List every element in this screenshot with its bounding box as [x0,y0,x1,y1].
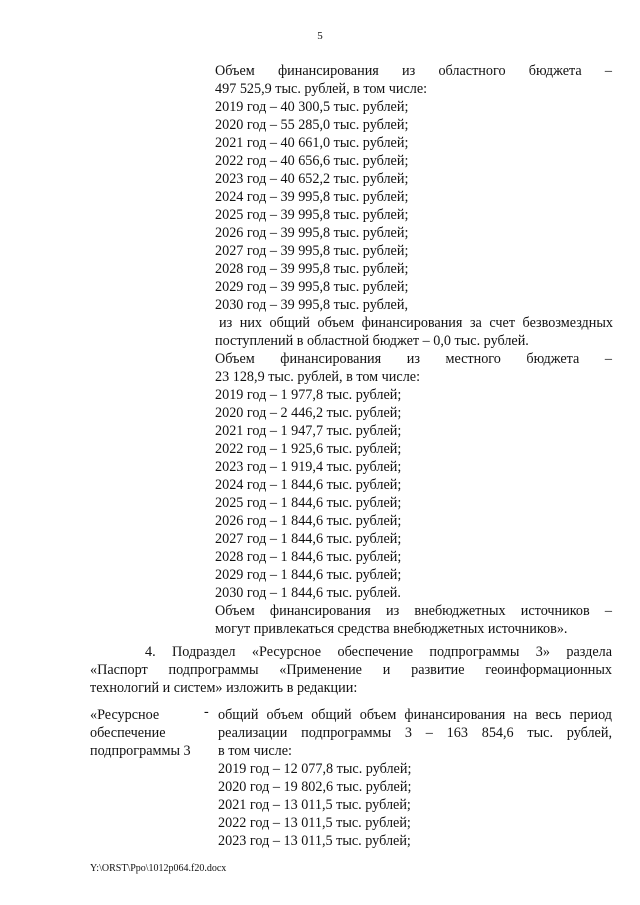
regional-year-2021: 2021 год – 40 661,0 тыс. рублей; [215,135,409,151]
local-year-2025: 2025 год – 1 844,6 тыс. рублей; [215,495,402,511]
page-number: 5 [317,30,323,42]
resource-year-2022: 2022 год – 13 011,5 тыс. рублей; [218,815,411,831]
regional-note-line-2: поступлений в областной бюджет – 0,0 тыс. рублей. [215,333,529,349]
regional-year-2022: 2022 год – 40 656,6 тыс. рублей; [215,153,409,169]
regional-year-2028: 2028 год – 39 995,8 тыс. рублей; [215,261,409,277]
regional-year-2019: 2019 год – 40 300,5 тыс. рублей; [215,99,409,115]
extrabudget-line-2: могут привлекаться средства внебюджетных источников». [215,621,568,637]
regional-year-2029: 2029 год – 39 995,8 тыс. рублей; [215,279,409,295]
regional-lead-line-1: Объем финансирования из областного бюджета – [215,63,612,79]
regional-year-2027: 2027 год – 39 995,8 тыс. рублей; [215,243,409,259]
regional-year-2026: 2026 год – 39 995,8 тыс. рублей; [215,225,409,241]
resource-year-2021: 2021 год – 13 011,5 тыс. рублей; [218,797,411,813]
item4-line-1: 4. Подраздел «Ресурсное обеспечение подпрограммы 3» раздела [145,644,612,660]
local-year-2026: 2026 год – 1 844,6 тыс. рублей; [215,513,402,529]
resource-dash: - [204,704,209,720]
local-year-2020: 2020 год – 2 446,2 тыс. рублей; [215,405,402,421]
local-lead-line-2: 23 128,9 тыс. рублей, в том числе: [215,369,421,385]
local-year-2023: 2023 год – 1 919,4 тыс. рублей; [215,459,402,475]
resource-label-line-3: подпрограммы 3 [90,743,191,759]
local-year-2019: 2019 год – 1 977,8 тыс. рублей; [215,387,402,403]
footer-file-path: Y:\ORST\Ppo\1012p064.f20.docx [90,863,227,874]
regional-year-2023: 2023 год – 40 652,2 тыс. рублей; [215,171,409,187]
regional-year-2020: 2020 год – 55 285,0 тыс. рублей; [215,117,409,133]
local-year-2027: 2027 год – 1 844,6 тыс. рублей; [215,531,402,547]
local-year-2024: 2024 год – 1 844,6 тыс. рублей; [215,477,402,493]
regional-lead-line-2: 497 525,9 тыс. рублей, в том числе: [215,81,428,97]
resource-year-2023: 2023 год – 13 011,5 тыс. рублей; [218,833,411,849]
local-year-2028: 2028 год – 1 844,6 тыс. рублей; [215,549,402,565]
resource-label-line-2: обеспечение [90,725,166,741]
resource-text-line-3: в том числе: [218,743,292,759]
regional-year-2024: 2024 год – 39 995,8 тыс. рублей; [215,189,409,205]
item4-line-3: технологий и систем» изложить в редакции: [90,680,358,696]
extrabudget-line-1: Объем финансирования из внебюджетных источников – [215,603,612,619]
regional-year-2030: 2030 год – 39 995,8 тыс. рублей, [215,297,408,313]
local-year-2030: 2030 год – 1 844,6 тыс. рублей. [215,585,401,601]
resource-year-2019: 2019 год – 12 077,8 тыс. рублей; [218,761,412,777]
local-year-2022: 2022 год – 1 925,6 тыс. рублей; [215,441,402,457]
regional-note-line-1: из них общий объем финансирования за счет безвозмездных [219,315,613,331]
local-lead-line-1: Объем финансирования из местного бюджета – [215,351,612,367]
resource-label-line-1: «Ресурсное [90,707,160,723]
local-year-2021: 2021 год – 1 947,7 тыс. рублей; [215,423,402,439]
item4-line-2: «Паспорт подпрограммы «Применение и развитие геоинформационных [90,662,612,678]
resource-text-line-2: реализации подпрограммы 3 – 163 854,6 тыс. рублей, [218,725,612,741]
resource-text-line-1: общий объем общий объем финансирования на весь период [218,707,612,723]
local-year-2029: 2029 год – 1 844,6 тыс. рублей; [215,567,402,583]
regional-year-2025: 2025 год – 39 995,8 тыс. рублей; [215,207,409,223]
resource-year-2020: 2020 год – 19 802,6 тыс. рублей; [218,779,412,795]
